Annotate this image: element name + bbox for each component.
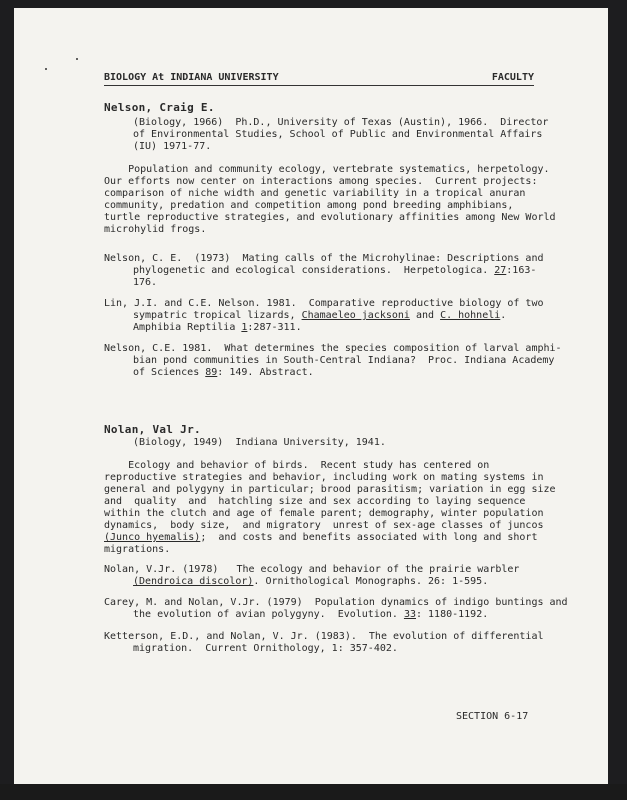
faculty-name: Nolan, Val Jr. [104,423,201,436]
research-line: microhylid frogs. [104,224,207,235]
research-line: comparison of niche width and genetic variability in a tropical anuran [104,188,526,199]
research-line: Our efforts now center on interactions among species. Current projects: [104,176,538,187]
citation: Lin, J.I. and C.E. Nelson. 1981. Comparative reproductive biology of two [104,298,544,309]
citation: phylogenetic and ecological considerations. Herpetologica. 27:163- [133,265,537,276]
citation: Nelson, C. E. (1973) Mating calls of the Microhylinae: Descriptions and [104,253,544,264]
credentials-line: (Biology, 1949) Indiana University, 1941. [133,437,386,448]
speck [45,68,47,70]
research-line: within the clutch and age of female parent; demography, winter population [104,508,544,519]
faculty-name: Nelson, Craig E. [104,101,215,114]
page-number: SECTION 6-17 [456,711,529,722]
research-line: Ecology and behavior of birds. Recent study has centered on [104,460,490,471]
header-title: BIOLOGY At INDIANA UNIVERSITY [104,72,279,83]
research-line: turtle reproductive strategies, and evolutionary affinities among New World [104,212,556,223]
citation: Carey, M. and Nolan, V.Jr. (1979) Population dynamics of indigo buntings and [104,597,568,608]
citation: Amphibia Reptilia 1:287-311. [133,322,302,333]
research-line: dynamics, body size, and migratory unrest of sex-age classes of juncos [104,520,544,531]
citation: the evolution of avian polygyny. Evolution. 33: 1180-1192. [133,609,489,620]
research-line: (Junco hyemalis); and costs and benefits associated with long and short [104,532,538,543]
citation: Nolan, V.Jr. (1978) The ecology and behavior of the prairie warbler [104,564,520,575]
credentials-line: (Biology, 1966) Ph.D., University of Texas (Austin), 1966. Director [133,117,549,128]
citation: bian pond communities in South-Central Indiana? Proc. Indiana Academy [133,355,555,366]
citation: (Dendroica discolor). Ornithological Monographs. 26: 1-595. [133,576,489,587]
citation: migration. Current Ornithology, 1: 357-402. [133,643,398,654]
credentials-line: (IU) 1971-77. [133,141,212,152]
citation: Nelson, C.E. 1981. What determines the species composition of larval amphi- [104,343,562,354]
citation: Ketterson, E.D., and Nolan, V. Jr. (1983). The evolution of differential [104,631,544,642]
speck [76,58,78,60]
research-line: migrations. [104,544,171,555]
citation: of Sciences 89: 149. Abstract. [133,367,314,378]
research-line: community, predation and competition among pond breeding amphibians, [104,200,514,211]
research-line: reproductive strategies and behavior, including work on mating systems in [104,472,544,483]
page-header [104,72,534,86]
citation: 176. [133,277,158,288]
research-line: Population and community ecology, vertebrate systematics, herpetology. [104,164,550,175]
scan-border [0,784,627,800]
research-line: general and polygyny in particular; brood parasitism; variation in egg size [104,484,556,495]
header-section: FACULTY [491,72,534,83]
citation: sympatric tropical lizards, Chamaeleo jacksoni and C. hohneli. [133,310,507,321]
research-line: and quality and hatchling size and sex according to laying sequence [104,496,526,507]
credentials-line: of Environmental Studies, School of Public and Environmental Affairs [133,129,543,140]
